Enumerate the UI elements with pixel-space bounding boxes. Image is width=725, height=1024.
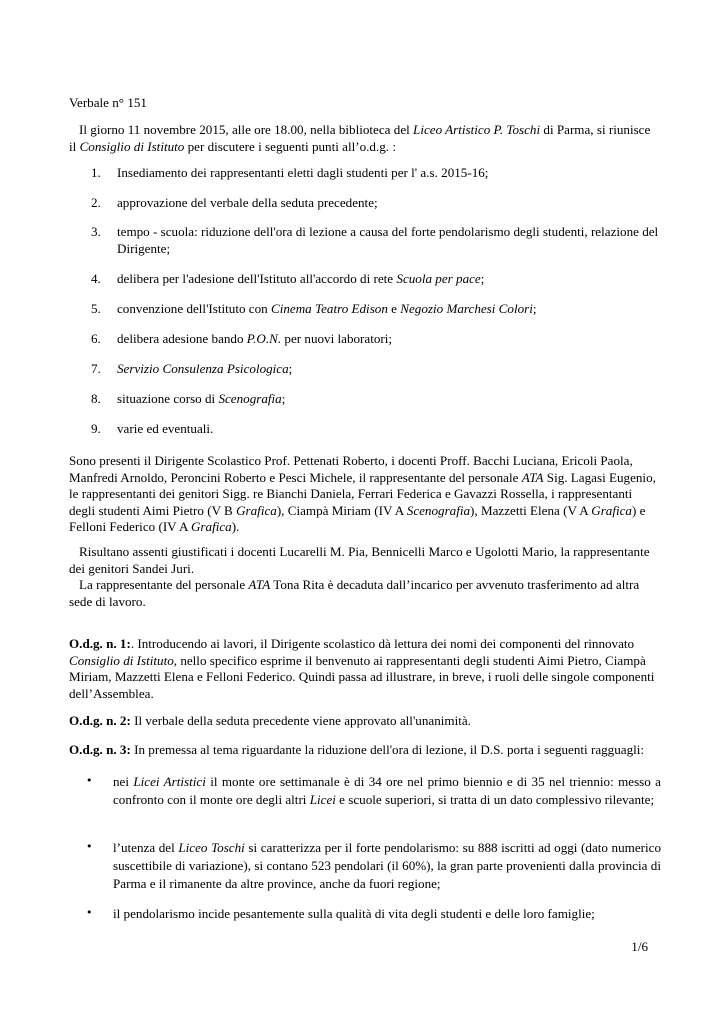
bullet-icon: •: [86, 840, 93, 853]
page-number: 1/6: [631, 939, 648, 954]
bullet-icon: •: [86, 906, 93, 919]
odg-2-paragraph: O.d.g. n. 2: Il verbale della seduta precedente viene approvato all'unanimità.: [69, 713, 471, 728]
attendees-paragraph: Sono presenti il Dirigente Scolastico Prof. Pettenati Roberto, i docenti Proff. Bacchi Luciana, Ericoli Paola, Manfredi Arnoldo, Peroncini Roberto e Pesci Michele, il rappresentante del personale ATA Sig. Lagasi Eugenio, le rappresentanti dei genitori Sigg. re Bianchi Daniela, Ferrari Federica e Gavazzi Rossella, i rappresentanti degli studenti Aimi Pietro (V B Grafica), Ciampà Miriam (IV A Scenografia), Mazzetti Elena (V A Grafica) e Felloni Federico (IV A Grafica).: [69, 453, 656, 534]
bullet-icon: •: [86, 774, 93, 787]
odg-3-paragraph: O.d.g. n. 3: In premessa al tema riguardante la riduzione dell'ora di lezione, il D.S. porta i seguenti ragguagli:: [69, 742, 645, 757]
resignation-paragraph: La rappresentante del personale ATA Tona Rita è decaduta dall’incarico per avvenuto trasferimento ad altra sede di lavoro.: [69, 577, 640, 609]
intro-paragraph: Il giorno 11 novembre 2015, alle ore 18.00, nella biblioteca del Liceo Artistico P. Toschi di Parma, si riunisce il Consiglio di Istituto per discutere i seguenti punti all’o.d.g. :: [69, 122, 651, 154]
odg-1-paragraph: O.d.g. n. 1:. Introducendo ai lavori, il Dirigente scolastico dà lettura dei nomi dei componenti del rinnovato Consiglio di Istituto, nello specifico esprime il benvenuto ai rappresentanti degli studenti Aimi Pietro, Ciampà Miriam, Mazzetti Elena e Felloni Federico. Quindi passa ad illustrare, in breve, i ruoli delle singole componenti dell’Assemblea.: [69, 636, 655, 701]
document-title: Verbale n° 151: [69, 95, 147, 110]
absentees-paragraph: Risultano assenti giustificati i docenti Lucarelli M. Pia, Bennicelli Marco e Ugolotti Mario, la rappresentante dei genitori Sandei Juri.: [69, 544, 650, 576]
